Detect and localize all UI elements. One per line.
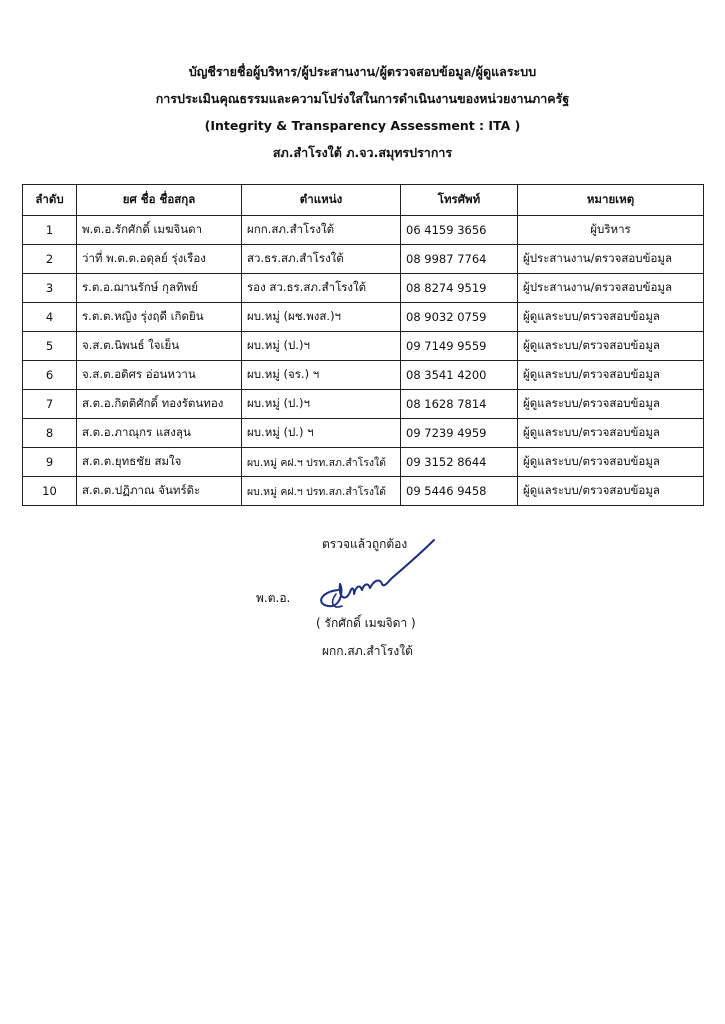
cell-phone: 08 3541 4200 — [401, 361, 518, 390]
table-row — [23, 390, 704, 419]
cell-phone: 08 8274 9519 — [401, 274, 518, 303]
cell-position: ผบ.หมู่ (ป.)ฯ — [242, 390, 401, 419]
header-no: ลำดับ — [23, 185, 77, 216]
cell-note: ผู้ดูแลระบบ/ตรวจสอบข้อมูล — [518, 419, 704, 448]
cell-position: ผบ.หมู่ (ป.) ฯ — [242, 419, 401, 448]
cell-phone: 09 7239 4959 — [401, 419, 518, 448]
cell-phone: 06 4159 3656 — [401, 216, 518, 245]
cell-note: ผู้ดูแลระบบ/ตรวจสอบข้อมูล — [518, 390, 704, 419]
cell-position: ผกก.สภ.สำโรงใต้ — [242, 216, 401, 245]
cell-phone: 09 3152 8644 — [401, 448, 518, 477]
cell-no: 2 — [23, 245, 77, 274]
table-row — [23, 448, 704, 477]
signer-name: ( รักศักดิ์ เมฆจิดา ) — [316, 616, 416, 630]
cell-no: 5 — [23, 332, 77, 361]
cell-name: ส.ต.ต.ปฏิภาณ จันทร์ดิะ — [77, 477, 242, 506]
cell-phone: 08 1628 7814 — [401, 390, 518, 419]
personnel-table — [22, 184, 704, 506]
table-row — [23, 361, 704, 390]
cell-name: ว่าที่ พ.ต.ต.อดุลย์ รุ่งเรือง — [77, 245, 242, 274]
cell-note: ผู้ประสานงาน/ตรวจสอบข้อมูล — [518, 245, 704, 274]
cell-no: 10 — [23, 477, 77, 506]
document-header — [0, 58, 725, 166]
cell-note: ผู้ดูแลระบบ/ตรวจสอบข้อมูล — [518, 303, 704, 332]
header-note: หมายเหตุ — [518, 185, 704, 216]
cell-position: ผบ.หมู่ (ผช.พงส.)ฯ — [242, 303, 401, 332]
signature-image — [310, 532, 440, 622]
cell-no: 6 — [23, 361, 77, 390]
verified-text: ตรวจแล้วถูกต้อง — [322, 537, 408, 551]
cell-no: 9 — [23, 448, 77, 477]
header-name: ยศ ชื่อ ชื่อสกุล — [77, 185, 242, 216]
table-header-row — [23, 185, 704, 216]
title-line-4: สภ.สำโรงใต้ ภ.จว.สมุทรปราการ — [272, 145, 453, 160]
table-row — [23, 332, 704, 361]
cell-no: 8 — [23, 419, 77, 448]
header-position: ตำแหน่ง — [242, 185, 401, 216]
cell-note: ผู้ดูแลระบบ/ตรวจสอบข้อมูล — [518, 477, 704, 506]
cell-note: ผู้ดูแลระบบ/ตรวจสอบข้อมูล — [518, 332, 704, 361]
cell-phone: 09 5446 9458 — [401, 477, 518, 506]
cell-note: ผู้ดูแลระบบ/ตรวจสอบข้อมูล — [518, 448, 704, 477]
cell-position: ผบ.หมู่ คฝ.ฯ ปรท.สภ.สำโรงใต้ — [242, 448, 401, 477]
title-line-2: การประเมินคุณธรรมและความโปร่งใสในการดำเนินงานของหน่วยงานภาครัฐ — [155, 91, 570, 106]
cell-note: ผู้ประสานงาน/ตรวจสอบข้อมูล — [518, 274, 704, 303]
cell-name: ร.ต.ต.หญิง รุ่งฤดี เกิดยิน — [77, 303, 242, 332]
table-row — [23, 303, 704, 332]
cell-phone: 09 7149 9559 — [401, 332, 518, 361]
title-line-3: (Integrity & Transparency Assessment : ITA ) — [204, 118, 521, 133]
cell-position: ผบ.หมู่ (ป.)ฯ — [242, 332, 401, 361]
cell-position: ผบ.หมู่ คฝ.ฯ ปรท.สภ.สำโรงใต้ — [242, 477, 401, 506]
cell-position: ผบ.หมู่ (จร.) ฯ — [242, 361, 401, 390]
cell-phone: 08 9987 7764 — [401, 245, 518, 274]
table-row — [23, 216, 704, 245]
cell-name: ร.ต.อ.ฌานรักษ์ กุลทิพย์ — [77, 274, 242, 303]
cell-name: ส.ต.อ.ภาณุกร แสงลุน — [77, 419, 242, 448]
cell-position: สว.ธร.สภ.สำโรงใต้ — [242, 245, 401, 274]
cell-name: จ.ส.ต.อดิศร อ่อนหวาน — [77, 361, 242, 390]
table-row — [23, 477, 704, 506]
signer-position: ผกก.สภ.สำโรงใต้ — [322, 644, 413, 658]
cell-phone: 08 9032 0759 — [401, 303, 518, 332]
cell-no: 1 — [23, 216, 77, 245]
cell-no: 7 — [23, 390, 77, 419]
cell-name: พ.ต.อ.รักศักดิ์ เมฆจินดา — [77, 216, 242, 245]
table-row — [23, 245, 704, 274]
title-line-1: บัญชีรายชื่อผู้บริหาร/ผู้ประสานงาน/ผู้ตรวจสอบข้อมูล/ผู้ดูแลระบบ — [188, 64, 537, 79]
cell-name: จ.ส.ต.นิพนธ์ ใจเย็น — [77, 332, 242, 361]
cell-name: ส.ต.อ.กิตติศักดิ์ ทองรัตนทอง — [77, 390, 242, 419]
cell-name: ส.ต.ต.ยุทธชัย สมใจ — [77, 448, 242, 477]
cell-note: ผู้ดูแลระบบ/ตรวจสอบข้อมูล — [518, 361, 704, 390]
header-phone: โทรศัพท์ — [401, 185, 518, 216]
signer-rank: พ.ต.อ. — [256, 591, 291, 605]
cell-no: 4 — [23, 303, 77, 332]
cell-no: 3 — [23, 274, 77, 303]
table-row — [23, 274, 704, 303]
table-row — [23, 419, 704, 448]
cell-position: รอง สว.ธร.สภ.สำโรงใต้ — [242, 274, 401, 303]
cell-note: ผู้บริหาร — [518, 216, 704, 245]
